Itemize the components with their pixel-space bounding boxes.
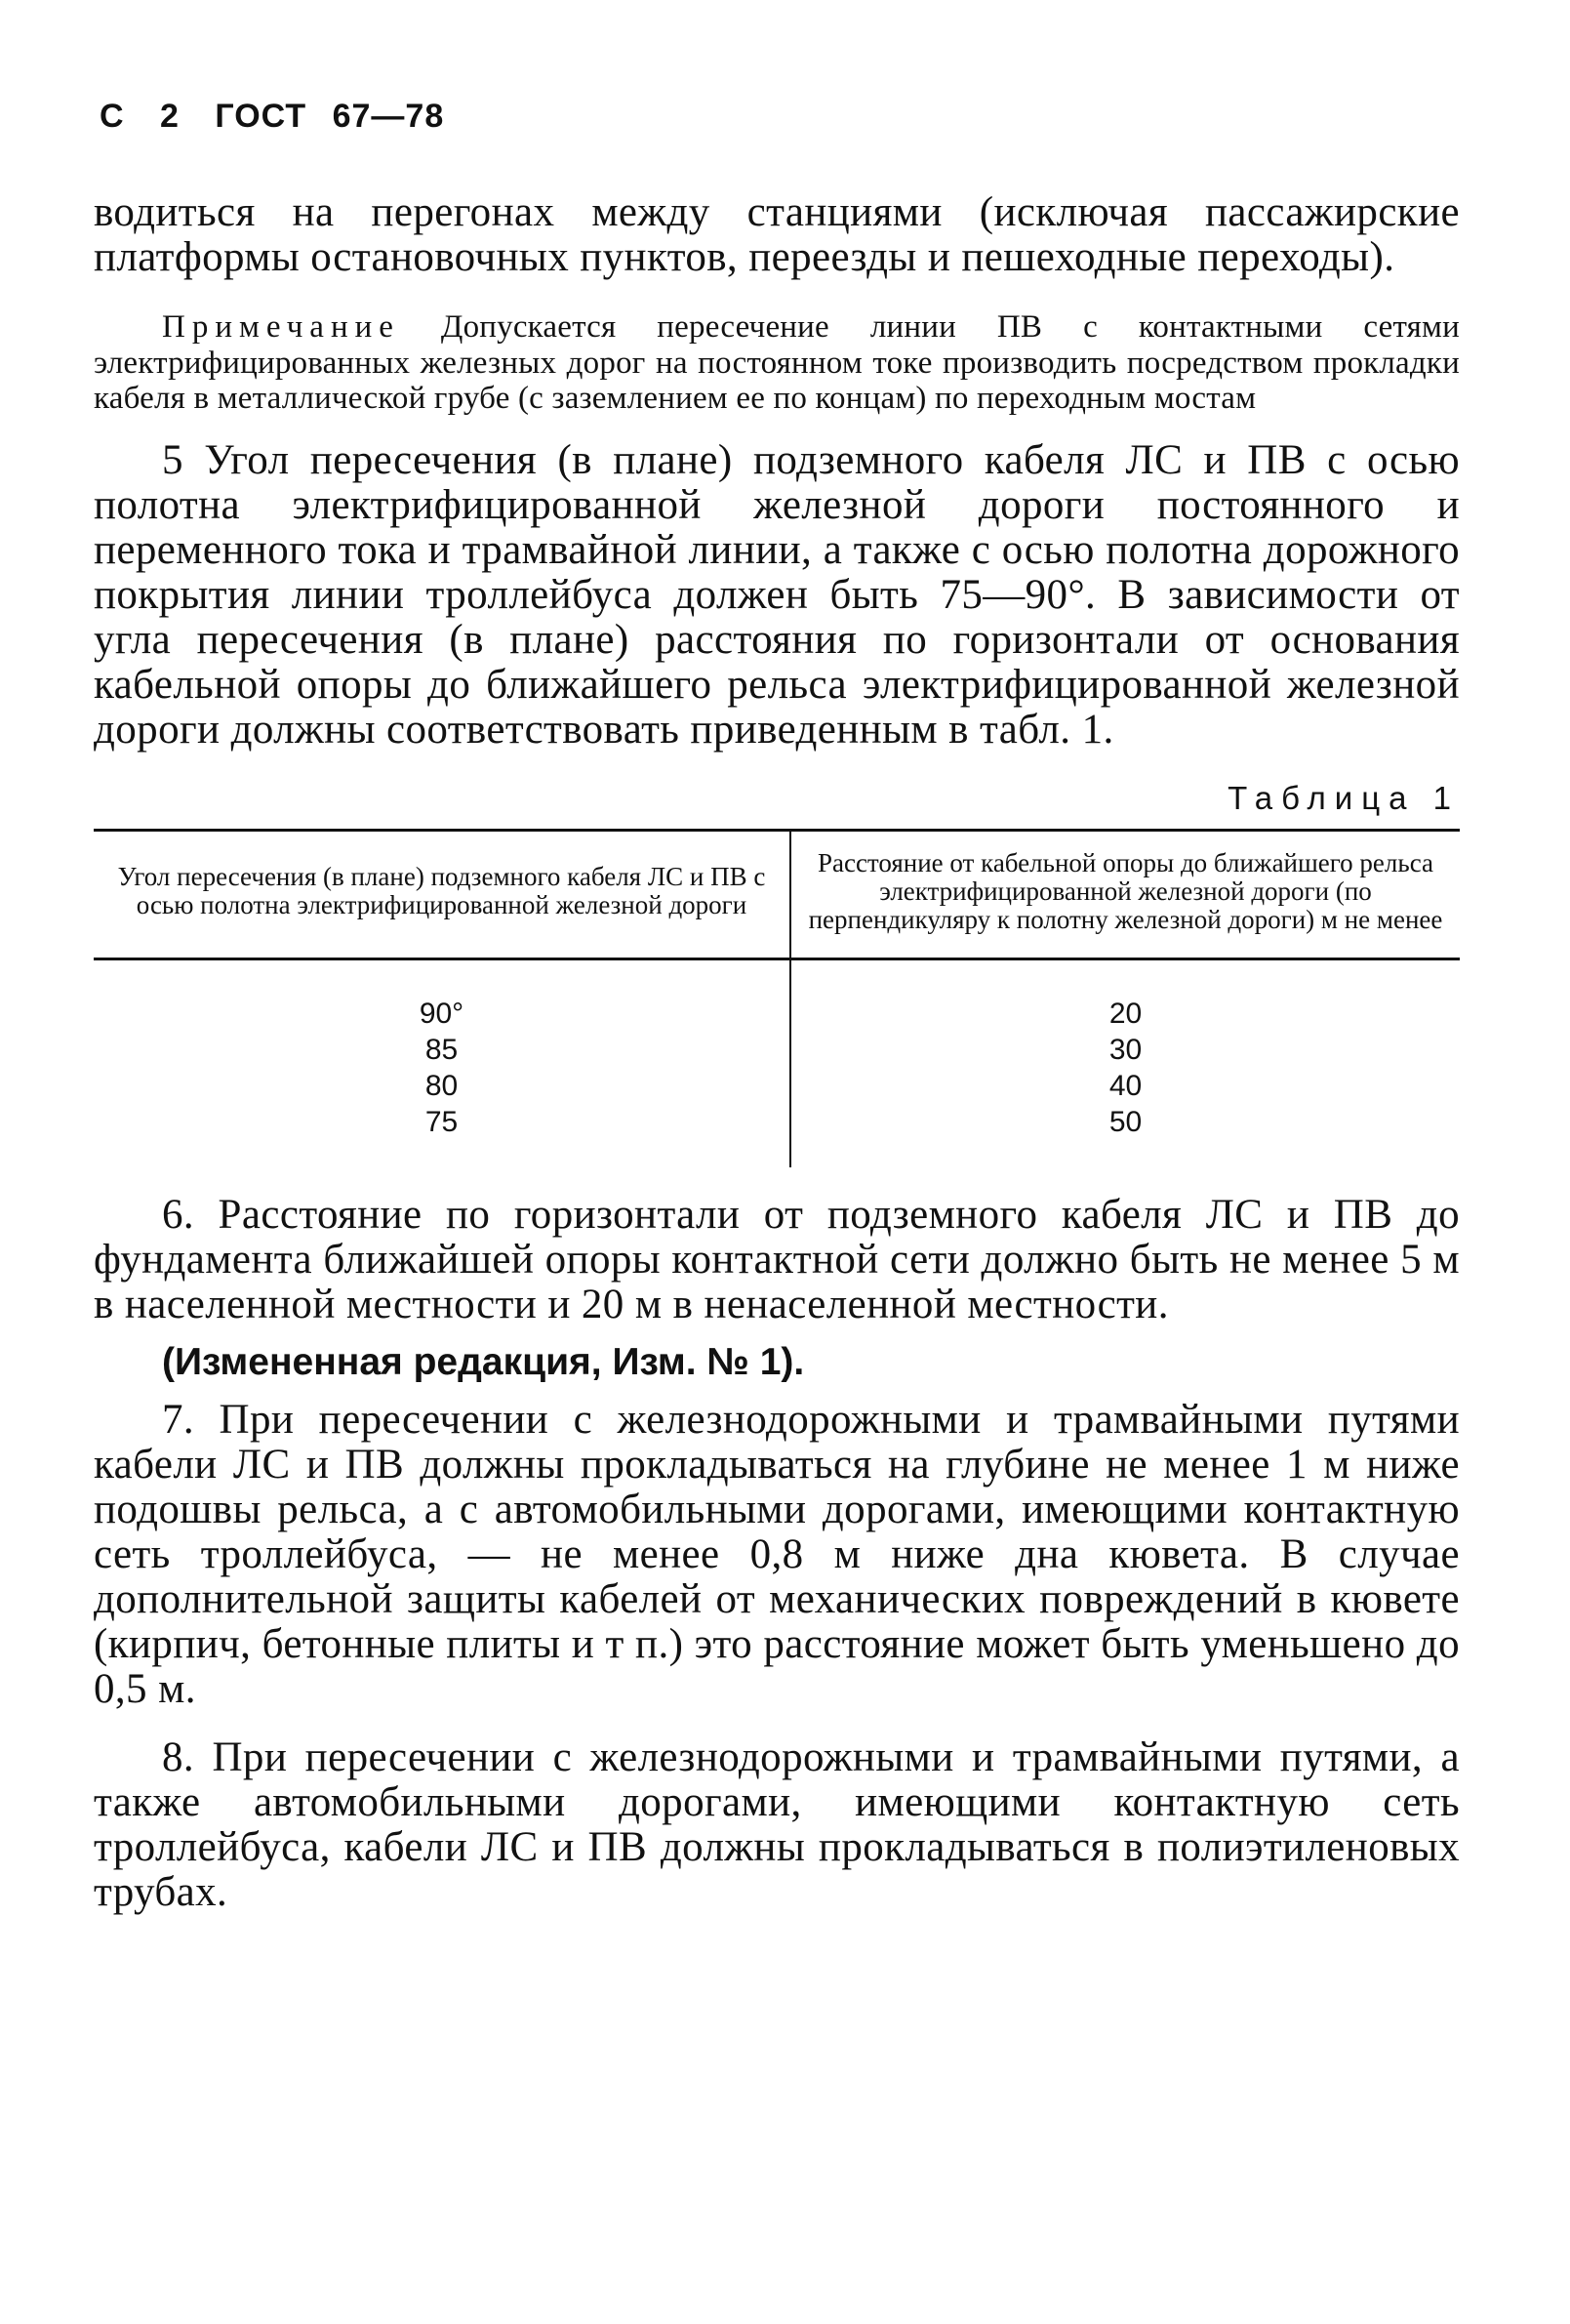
distance-cell: 30 [1108, 1033, 1143, 1066]
distance-cell: 50 [1108, 1105, 1143, 1138]
distance-cell: 40 [1108, 1069, 1143, 1102]
table-caption: Таблица 1 [1228, 779, 1460, 816]
paragraph-5: 5 Угол пересечения (в плане) подземного кабеля ЛС и ПВ с осью полотна электрифицированной железной дороги постоянного и переменного тока и трамвайной линии, а также с осью полотна дорожного покрытия линии троллейбуса должен быть 75—90°. В зависимости от угла пересечения (в плане) расстояния по горизонтали от основания кабельной опоры до ближайшего рельса электрифицированной железной дороги должны соответствовать приведенным в табл. 1. [94, 436, 1460, 753]
note-text: Допускается пересечение линии ПВ с контактными сетями электрифицированных железных дорог на постоянном токе производить посредством прокладки кабеля в металлической грубе (с заземлением ее по концам) по переходным мостам [94, 309, 1460, 416]
distance-cell: 20 [1108, 997, 1143, 1030]
paragraph-7: 7. При пересечении с железнодорожными и трамвайными путями кабели ЛС и ПВ должны прокладываться на глубине не менее 1 м ниже подошвы рельса, а с автомобильными дорогами, имеющими контактную сеть троллейбуса, — не менее 0,8 м ниже дна кювета. В случае дополнительной защиты кабелей от механических повреждений в кювете (кирпич, бетонные плиты и т п.) это расстояние может быть уменьшено до 0,5 м. [94, 1396, 1460, 1712]
angle-cell: 80 [94, 1068, 790, 1104]
table-row [94, 1032, 1460, 1068]
revision-note: (Измененная редакция, Изм. № 1). [162, 1340, 805, 1383]
table-header-distance: Расстояние от кабельной опоры до ближайшего рельса электрифицированной железной дороги (по перпендикуляру к полотну железной дороги) м не менее [790, 830, 1460, 958]
table-header-angle: Угол пересечения (в плане) подземного кабеля ЛС и ПВ с осью полотна электрифицированной железной дороги [94, 830, 790, 958]
page-header [100, 98, 1460, 136]
document-page [94, 98, 1460, 1915]
distance-table [94, 829, 1460, 1167]
intro-paragraph: водиться на перегонах между станциями (исключая пассажирские платформы остановочных пунктов, переезды и пешеходные переходы). [94, 189, 1460, 280]
table-row [94, 958, 1460, 1032]
paragraph-8: 8. При пересечении с железнодорожными и трамвайными путями, а также автомобильными дорогами, имеющими контактную сеть троллейбуса, кабели ЛС и ПВ должны прокладываться в полиэтиленовых трубах. [94, 1733, 1460, 1915]
page-number: 2 [160, 98, 180, 135]
note-label: Примечание [162, 309, 400, 345]
note-paragraph [94, 309, 1460, 417]
page-letter: С [100, 98, 125, 135]
standard-label: ГОСТ [215, 98, 307, 135]
table-header-row [94, 830, 1460, 958]
paragraph-6: 6. Расстояние по горизонтали от подземного кабеля ЛС и ПВ до фундамента ближайшей опоры контактной сети должно быть не менее 5 м в населенной местности и 20 м в ненаселенной местности. [94, 1191, 1460, 1327]
standard-number: 67—78 [332, 98, 445, 135]
angle-cell: 75 [94, 1104, 790, 1167]
table-row [94, 1068, 1460, 1104]
angle-cell: 90° [94, 958, 790, 1032]
angle-cell: 85 [94, 1032, 790, 1068]
table-row [94, 1104, 1460, 1167]
